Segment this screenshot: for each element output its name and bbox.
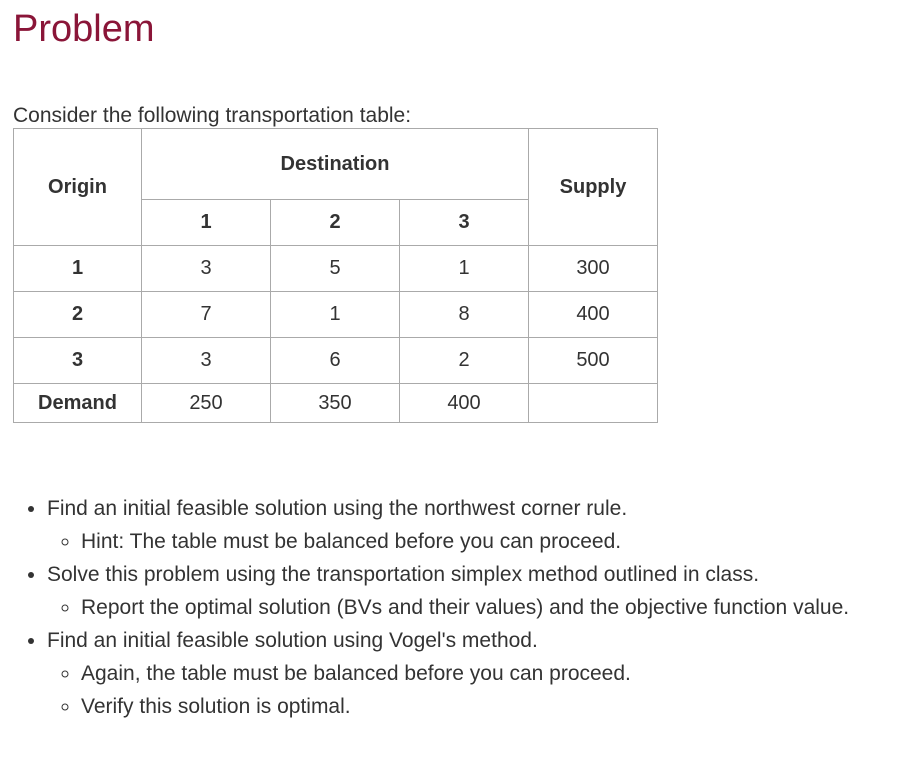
cost-cell: 2 bbox=[400, 338, 529, 384]
cost-cell: 3 bbox=[142, 338, 271, 384]
destination-1-header: 1 bbox=[142, 200, 271, 246]
page-title: Problem bbox=[13, 8, 155, 50]
cost-cell: 3 bbox=[142, 246, 271, 292]
demand-cell: 350 bbox=[271, 384, 400, 423]
demand-cell: 250 bbox=[142, 384, 271, 423]
supply-cell: 500 bbox=[529, 338, 658, 384]
table-row bbox=[14, 246, 658, 292]
demand-row bbox=[14, 384, 658, 423]
task-text: Find an initial feasible solution using Vogel's method. bbox=[47, 629, 538, 652]
sub-list bbox=[47, 525, 849, 558]
list-item bbox=[47, 624, 849, 723]
destination-3-header: 3 bbox=[400, 200, 529, 246]
origin-1-label: 1 bbox=[14, 246, 142, 292]
cost-cell: 5 bbox=[271, 246, 400, 292]
origin-header: Origin bbox=[14, 129, 142, 246]
origin-2-label: 2 bbox=[14, 292, 142, 338]
list-item: ◦ Verify this solution is optimal. bbox=[81, 690, 849, 723]
cost-cell: 8 bbox=[400, 292, 529, 338]
supply-cell: 400 bbox=[529, 292, 658, 338]
transportation-table bbox=[13, 128, 658, 423]
task-text: Find an initial feasible solution using the northwest corner rule. bbox=[47, 497, 628, 520]
intro-text: Consider the following transportation table: bbox=[13, 104, 412, 127]
list-item bbox=[47, 558, 849, 624]
list-item: ◦ Report the optimal solution (BVs and their values) and the objective function value. bbox=[81, 591, 849, 624]
cost-cell: 6 bbox=[271, 338, 400, 384]
supply-header: Supply bbox=[529, 129, 658, 246]
table-row bbox=[14, 292, 658, 338]
cost-cell: 1 bbox=[400, 246, 529, 292]
sub-list bbox=[47, 657, 849, 723]
origin-3-label: 3 bbox=[14, 338, 142, 384]
destination-header: Destination bbox=[142, 129, 529, 200]
list-item: ◦ Hint: The table must be balanced before you can proceed. bbox=[81, 525, 849, 558]
list-item: ◦ Again, the table must be balanced before you can proceed. bbox=[81, 657, 849, 690]
demand-cell: 400 bbox=[400, 384, 529, 423]
sub-list bbox=[47, 591, 849, 624]
empty-cell bbox=[529, 384, 658, 423]
cost-cell: 7 bbox=[142, 292, 271, 338]
list-item bbox=[47, 492, 849, 558]
demand-label: Demand bbox=[14, 384, 142, 423]
table-row bbox=[14, 338, 658, 384]
task-text: Solve this problem using the transportation simplex method outlined in class. bbox=[47, 563, 760, 586]
supply-cell: 300 bbox=[529, 246, 658, 292]
cost-cell: 1 bbox=[271, 292, 400, 338]
task-list bbox=[13, 492, 849, 723]
destination-2-header: 2 bbox=[271, 200, 400, 246]
